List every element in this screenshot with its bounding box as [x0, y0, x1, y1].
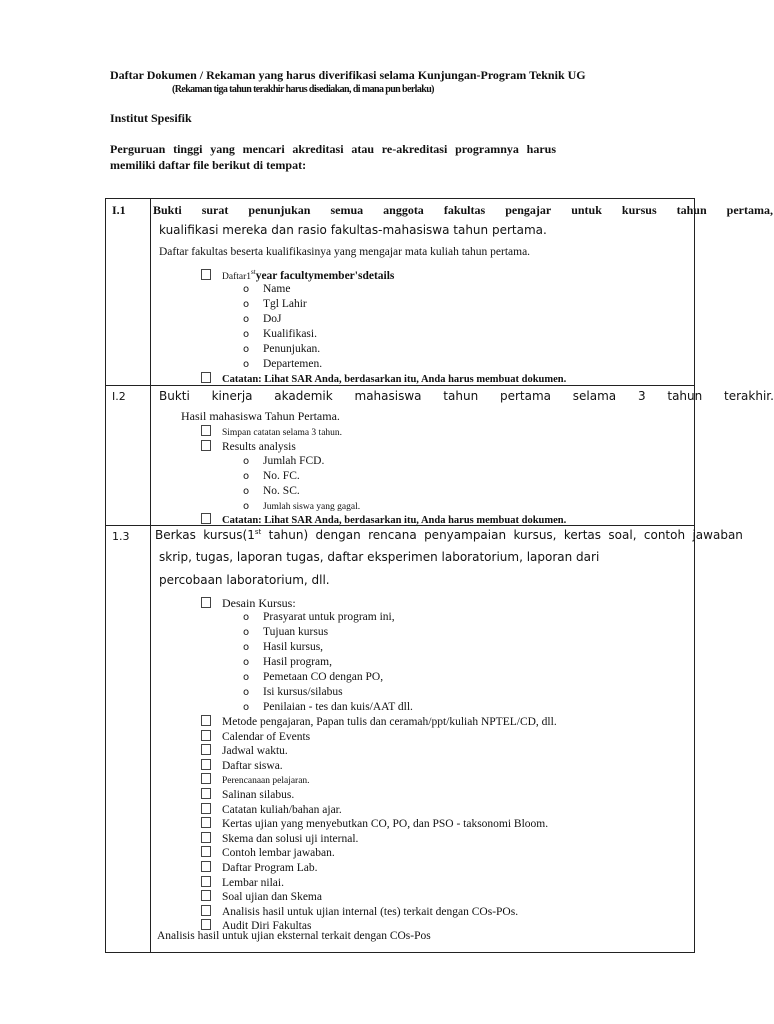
title-word: surat	[201, 203, 229, 217]
table-row	[106, 526, 695, 953]
title-word: selama	[572, 389, 617, 403]
sub-list-item: o No. SC.	[243, 485, 300, 497]
checkbox-bullet-icon	[201, 788, 211, 799]
checkbox-bullet-icon	[201, 715, 211, 726]
checkbox-bullet-icon	[201, 372, 211, 383]
title-word: tahun	[667, 389, 703, 403]
circle-bullet-icon: o	[243, 672, 250, 683]
circle-bullet-icon: o	[243, 642, 250, 653]
list-item: Kertas ujian yang menyebutkan CO, PO, dan PSO - taksonomi Bloom.	[201, 817, 548, 830]
title-word: pertama,	[726, 203, 773, 217]
title-word: fakultas	[443, 203, 486, 217]
title-word: mahasiswa	[354, 389, 422, 403]
circle-bullet-icon: o	[243, 486, 250, 497]
title-word: semua	[330, 203, 364, 217]
title-word: dengan	[315, 528, 361, 542]
list-item: Soal ujian dan Skema	[201, 890, 322, 903]
title-word: kursus,	[513, 528, 557, 542]
sub-list-item: o Isi kursus/silabus	[243, 686, 343, 698]
note: Catatan: Lihat SAR Anda, berdasarkan itu, Anda harus membuat dokumen.	[201, 372, 566, 385]
circle-bullet-icon: o	[243, 627, 250, 638]
title-word: 3	[637, 389, 646, 403]
list-item: Perencanaan pelajaran.	[201, 773, 310, 786]
document-subtitle: (Rekaman tiga tahun terakhir harus disediakan, di mana pun berlaku)	[172, 84, 434, 95]
title-word: tahun	[676, 203, 707, 217]
list-item: Lembar nilai.	[201, 876, 284, 889]
row-footer: Analisis hasil untuk ujian eksternal terkait dengan COs-Pos	[157, 930, 431, 942]
circle-bullet-icon: o	[243, 702, 250, 713]
document-checklist-table	[105, 198, 774, 953]
checkbox-bullet-icon	[201, 773, 211, 784]
title-word: terakhir.	[724, 389, 774, 403]
title-word: pengajar	[505, 203, 552, 217]
sub-list-item: o Penilaian - tes dan kuis/AAT dll.	[243, 701, 413, 713]
title-word: Berkas	[155, 528, 196, 542]
intro-paragraph	[110, 141, 556, 173]
intro-line-1: Perguruan tinggi yang mencari akreditasi atau re-akreditasi programnya harus	[110, 142, 556, 156]
document-title: Daftar Dokumen / Rekaman yang harus diverifikasi selama Kunjungan-Program Teknik UG	[110, 68, 586, 82]
row-title	[153, 203, 773, 218]
checkbox-bullet-icon	[201, 597, 211, 608]
sub-list-item: o Tujuan kursus	[243, 626, 329, 638]
checkbox-bullet-icon	[201, 817, 211, 828]
checkbox-bullet-icon	[201, 905, 211, 916]
circle-bullet-icon: o	[243, 657, 250, 668]
circle-bullet-icon: o	[243, 612, 250, 623]
circle-bullet-icon: o	[243, 314, 250, 325]
checkbox-bullet-icon	[201, 876, 211, 887]
checkbox-bullet-icon	[201, 425, 211, 436]
row-content	[151, 386, 774, 526]
checkbox-bullet-icon	[201, 890, 211, 901]
checkbox-bullet-icon	[201, 919, 211, 930]
list-item: Daftar siswa.	[201, 759, 283, 772]
title-word: tahun)	[268, 528, 309, 542]
row-detail: Daftar fakultas beserta kualifikasinya yang mengajar mata kuliah tahun pertama.	[159, 246, 531, 258]
list-item: Daftar Program Lab.	[201, 861, 317, 874]
list-item: Catatan kuliah/bahan ajar.	[201, 803, 342, 816]
title-word: kursus	[621, 203, 657, 217]
list-item: Audit Diri Fakultas	[201, 919, 311, 932]
title-word: kertas	[563, 528, 602, 542]
row-description: skrip, tugas, laporan tugas, daftar eksperimen laboratorium, laporan dari	[159, 550, 600, 564]
checkbox-bullet-icon	[201, 730, 211, 741]
title-word: Bukti	[153, 203, 182, 217]
sub-list-item: o Tgl Lahir	[243, 298, 307, 310]
sub-list-item: o Departemen.	[243, 358, 323, 370]
checkbox-bullet-icon	[201, 832, 211, 843]
list-item: Analisis hasil untuk ujian internal (tes) terkait dengan COs-POs.	[201, 905, 518, 918]
title-word: penunjukan	[248, 203, 311, 217]
title-word: soal,	[608, 528, 637, 542]
row-content	[151, 526, 743, 953]
sub-list-item: o Jumlah siswa yang gagal.	[243, 501, 361, 512]
row-title	[155, 528, 743, 542]
sub-list-item: o Kualifikasi.	[243, 328, 317, 340]
circle-bullet-icon: o	[243, 299, 250, 310]
list-item: Daftar1styear facultymember'sdetails	[201, 268, 394, 282]
checkbox-bullet-icon	[201, 803, 211, 814]
list-item: Simpan catatan selama 3 tahun.	[201, 425, 342, 438]
list-item: Salinan silabus.	[201, 788, 294, 801]
list-item: Desain Kursus:	[201, 596, 296, 611]
table-row	[106, 386, 695, 526]
row-content	[151, 199, 773, 386]
row-number: I.1	[106, 199, 151, 386]
title-word: pertama	[499, 389, 551, 403]
row-number: I.2	[106, 386, 151, 526]
title-word: tahun	[443, 389, 479, 403]
title-word: penyampaian	[424, 528, 507, 542]
sub-list-item: o Hasil kursus,	[243, 641, 324, 653]
list-item: Skema dan solusi uji internal.	[201, 832, 358, 845]
row-title	[159, 389, 774, 403]
circle-bullet-icon: o	[243, 359, 250, 370]
sub-list-item: o Jumlah FCD.	[243, 455, 325, 467]
checkbox-bullet-icon	[201, 440, 211, 451]
row-number: 1.3	[106, 526, 151, 953]
circle-bullet-icon: o	[243, 456, 250, 467]
title-word: jawaban	[692, 528, 743, 542]
title-word: rencana	[368, 528, 417, 542]
checkbox-bullet-icon	[201, 269, 211, 280]
section-heading: Institut Spesifik	[110, 111, 192, 125]
sub-list-item: o Penunjukan.	[243, 343, 321, 355]
row-description: Hasil mahasiswa Tahun Pertama.	[181, 409, 340, 423]
circle-bullet-icon: o	[243, 687, 250, 698]
list-item: Jadwal waktu.	[201, 744, 288, 757]
title-word: anggota	[383, 203, 424, 217]
sub-list-item: o Pemetaan CO dengan PO,	[243, 671, 384, 683]
checkbox-bullet-icon	[201, 861, 211, 872]
circle-bullet-icon: o	[243, 471, 250, 482]
circle-bullet-icon: o	[243, 501, 250, 512]
title-word: contoh	[643, 528, 686, 542]
list-item: Results analysis	[201, 440, 296, 453]
intro-line-2: memiliki daftar file berikut di tempat:	[110, 158, 307, 172]
table-row	[106, 199, 695, 386]
title-word: Bukti	[159, 389, 190, 403]
list-item: Contoh lembar jawaban.	[201, 846, 335, 859]
checkbox-bullet-icon	[201, 846, 211, 857]
checkbox-bullet-icon	[201, 759, 211, 770]
sub-list-item: o Hasil program,	[243, 656, 332, 668]
checkbox-bullet-icon	[201, 744, 211, 755]
circle-bullet-icon: o	[243, 329, 250, 340]
checkbox-bullet-icon	[201, 513, 211, 524]
title-word: kursus(1st	[203, 528, 262, 542]
row-detail: percobaan laboratorium, dll.	[159, 573, 330, 587]
note: Catatan: Lihat SAR Anda, berdasarkan itu, Anda harus membuat dokumen.	[201, 513, 566, 526]
row-description: kualifikasi mereka dan rasio fakultas-mahasiswa tahun pertama.	[159, 223, 547, 237]
sub-list-item: o DoJ	[243, 313, 282, 325]
list-item: Metode pengajaran, Papan tulis dan ceramah/ppt/kuliah NPTEL/CD, dll.	[201, 715, 557, 728]
sub-list-item: o No. FC.	[243, 470, 300, 482]
circle-bullet-icon: o	[243, 344, 250, 355]
sub-list-item: o Name	[243, 283, 291, 295]
circle-bullet-icon: o	[243, 284, 250, 295]
list-item: Calendar of Events	[201, 730, 310, 743]
sub-list-item: o Prasyarat untuk program ini,	[243, 611, 395, 623]
title-word: akademik	[274, 389, 333, 403]
title-word: kinerja	[211, 389, 253, 403]
title-word: untuk	[571, 203, 602, 217]
